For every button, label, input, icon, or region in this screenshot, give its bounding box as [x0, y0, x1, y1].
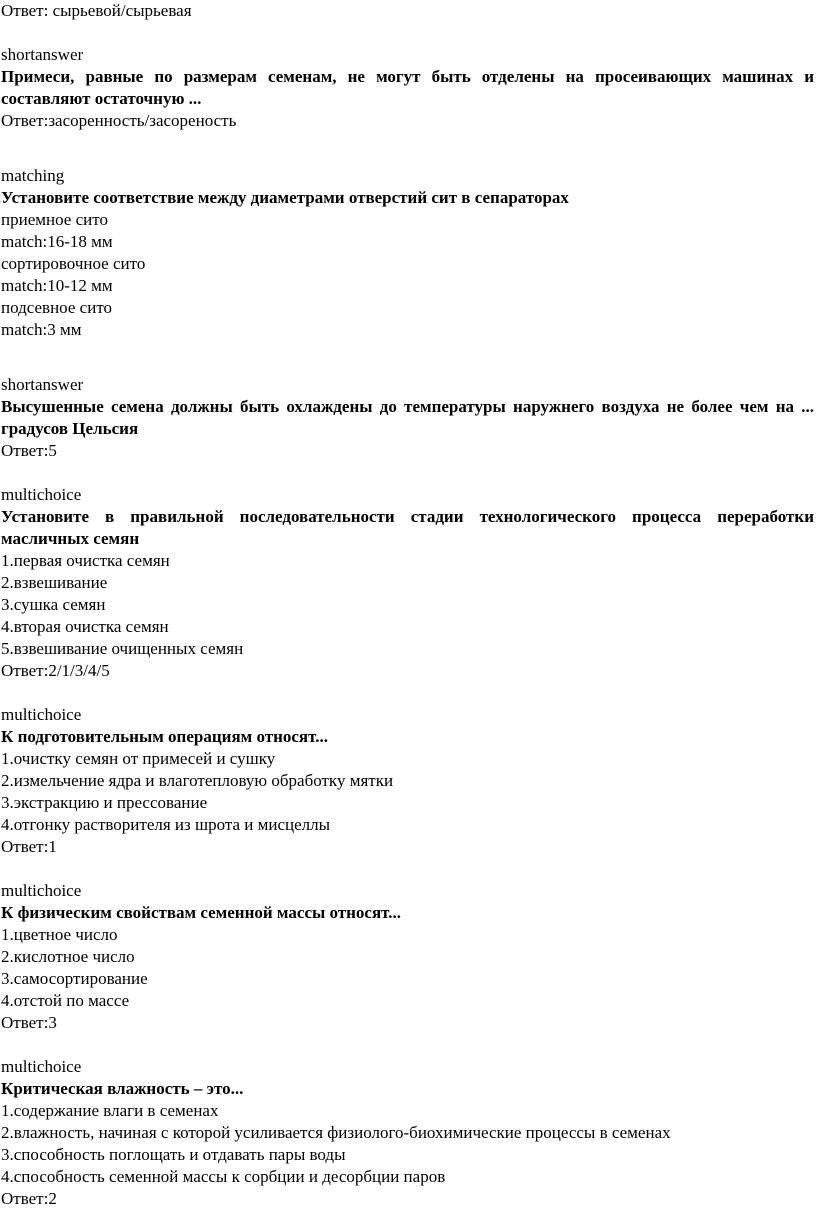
spacer — [1, 1034, 816, 1056]
match-value: match:3 мм — [1, 320, 82, 339]
question-block — [1, 880, 816, 1034]
question-type: shortanswer — [1, 375, 84, 394]
question-block — [1, 374, 816, 462]
question-type: shortanswer — [1, 45, 84, 64]
option: 2.взвешивание — [1, 573, 108, 592]
option: 2.кислотное число — [1, 947, 135, 966]
question-block — [1, 1056, 816, 1210]
option: 3.самосортирование — [1, 969, 148, 988]
answer: Ответ:3 — [1, 1013, 57, 1032]
spacer — [1, 682, 816, 704]
option: 3.сушка семян — [1, 595, 106, 614]
option: 4.вторая очистка семян — [1, 617, 169, 636]
question-text: Критическая влажность – это... — [1, 1079, 244, 1098]
match-item: подсевное сито — [1, 298, 113, 317]
answer: Ответ:засоренность/засореность — [1, 111, 237, 130]
spacer — [1, 462, 816, 484]
spacer — [1, 363, 816, 374]
match-value: match:10-12 мм — [1, 276, 113, 295]
question-block — [1, 44, 816, 132]
question-text: К физическим свойствам семенной массы относят... — [1, 903, 401, 922]
option: 1.цветное число — [1, 925, 118, 944]
question-type: multichoice — [1, 881, 82, 900]
question-text: Установите соответствие между диаметрами отверстий сит в сепараторах — [1, 188, 569, 207]
question-text: К подготовительным операциям относят... — [1, 727, 328, 746]
option: 2.измельчение ядра и влаготепловую обработку мятки — [1, 771, 394, 790]
match-item: сортировочное сито — [1, 254, 146, 273]
option: 4.отгонку растворителя из шрота и мисцеллы — [1, 815, 331, 834]
spacer — [1, 22, 816, 44]
option: 4.отстой по массе — [1, 991, 130, 1010]
question-text: Высушенные семена должны быть охлаждены до температуры наружнего воздуха не более чем на ... градусов Цельсия — [1, 397, 814, 438]
spacer — [1, 858, 816, 880]
question-block — [1, 484, 816, 682]
question-text: Примеси, равные по размерам семенам, не могут быть отделены на просеивающих машинах и составляют остаточную ... — [1, 67, 814, 108]
question-text: Установите в правильной последовательности стадии технологического процесса переработки масличных семян — [1, 507, 814, 548]
answer: Ответ:2/1/3/4/5 — [1, 661, 110, 680]
answer: Ответ:2 — [1, 1189, 57, 1208]
question-type: multichoice — [1, 705, 82, 724]
spacer — [1, 132, 816, 154]
spacer — [1, 154, 816, 165]
spacer — [1, 341, 816, 363]
option: 1.первая очистка семян — [1, 551, 170, 570]
option: 1.очистку семян от примесей и сушку — [1, 749, 276, 768]
question-type: matching — [1, 166, 65, 185]
option: 5.взвешивание очищенных семян — [1, 639, 244, 658]
answer: Ответ:5 — [1, 441, 57, 460]
match-value: match:16-18 мм — [1, 232, 113, 251]
option: 3.экстракцию и прессование — [1, 793, 208, 812]
question-type: multichoice — [1, 485, 82, 504]
answer: Ответ:1 — [1, 837, 57, 856]
match-item: приемное сито — [1, 210, 108, 229]
question-block — [1, 704, 816, 858]
question-type: multichoice — [1, 1057, 82, 1076]
option: 3.способность поглощать и отдавать пары воды — [1, 1145, 346, 1164]
option: 1.содержание влаги в семенах — [1, 1101, 219, 1120]
option: 4.способность семенной массы к сорбции и десорбции паров — [1, 1167, 446, 1186]
option: 2.влажность, начиная с которой усиливается физиолого-биохимические процессы в семенах — [1, 1123, 671, 1142]
question-block — [1, 165, 816, 341]
top-answer: Ответ: сырьевой/сырьевая — [1, 1, 192, 20]
